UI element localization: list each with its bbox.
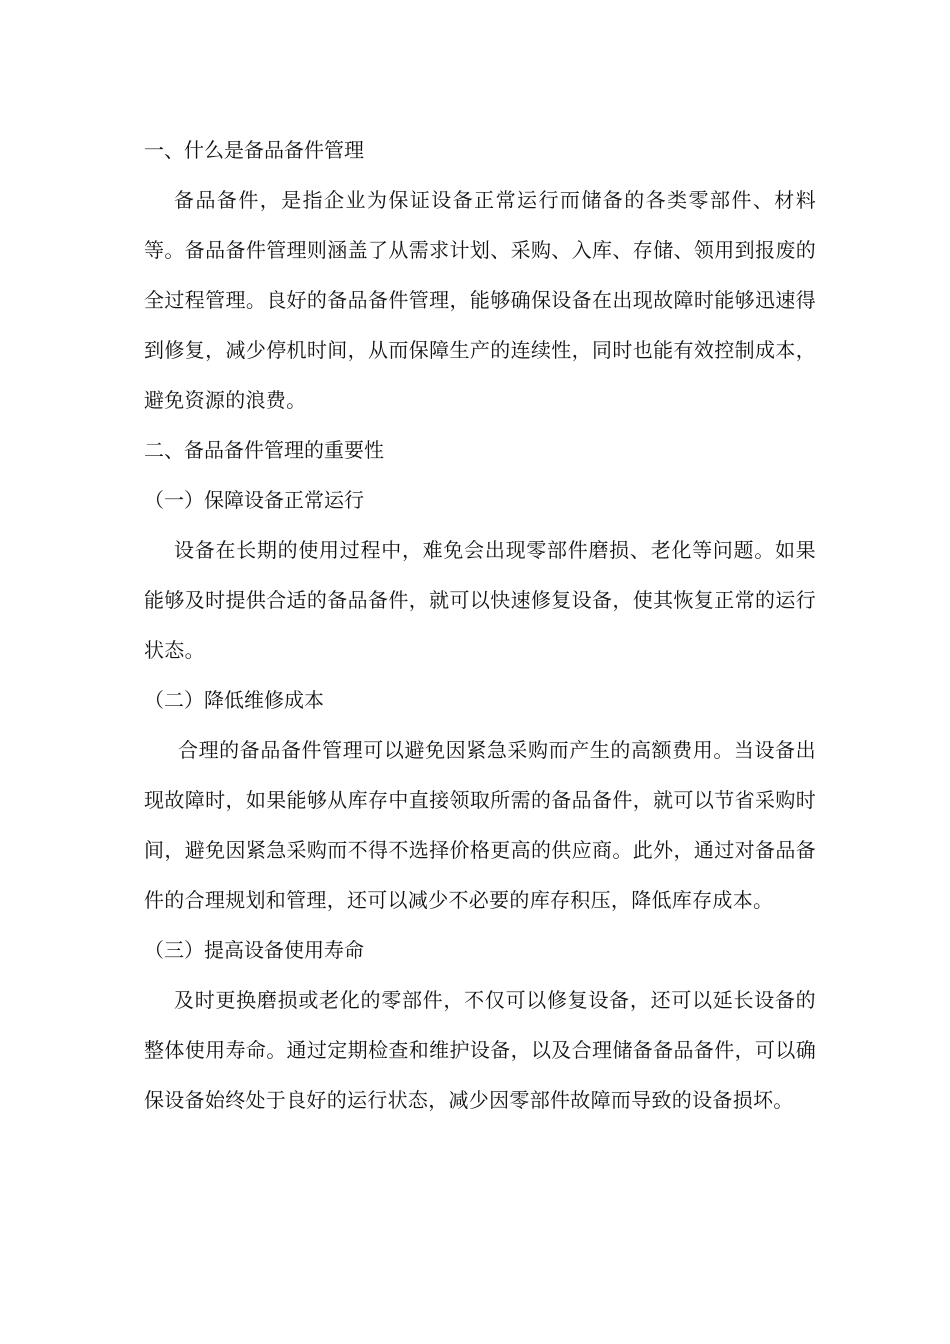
document-body (144, 125, 816, 1125)
section-1-paragraph: 备品备件，是指企业为保证设备正常运行而储备的各类零部件、材料等。备品备件管理则涵盖了从需求计划、采购、入库、存储、领用到报废的全过程管理。良好的备品备件管理，能够确保设备在出现故障时能够迅速得到修复，减少停机时间，从而保障生产的连续性，同时也能有效控制成本，避免资源的浪费。 (144, 188, 816, 412)
section-1-heading: 一、什么是备品备件管理 (144, 138, 364, 162)
subsection-2-heading: （二）降低维修成本 (144, 688, 324, 712)
subsection-2-paragraph: 合理的备品备件管理可以避免因紧急采购而产生的高额费用。当设备出现故障时，如果能够从库存中直接领取所需的备品备件，就可以节省采购时间，避免因紧急采购而不得不选择价格更高的供应商。此外，通过对备品备件的合理规划和管理，还可以减少不必要的库存积压，降低库存成本。 (144, 738, 816, 912)
section-2-heading: 二、备品备件管理的重要性 (144, 438, 384, 462)
subsection-1-heading: （一）保障设备正常运行 (144, 488, 364, 512)
subsection-1-paragraph: 设备在长期的使用过程中，难免会出现零部件磨损、老化等问题。如果能够及时提供合适的备品备件，就可以快速修复设备，使其恢复正常的运行状态。 (144, 538, 816, 662)
subsection-3-paragraph: 及时更换磨损或老化的零部件，不仅可以修复设备，还可以延长设备的整体使用寿命。通过定期检查和维护设备，以及合理储备备品备件，可以确保设备始终处于良好的运行状态，减少因零部件故障而导致的设备损坏。 (144, 988, 816, 1112)
subsection-3-heading: （三）提高设备使用寿命 (144, 938, 364, 962)
